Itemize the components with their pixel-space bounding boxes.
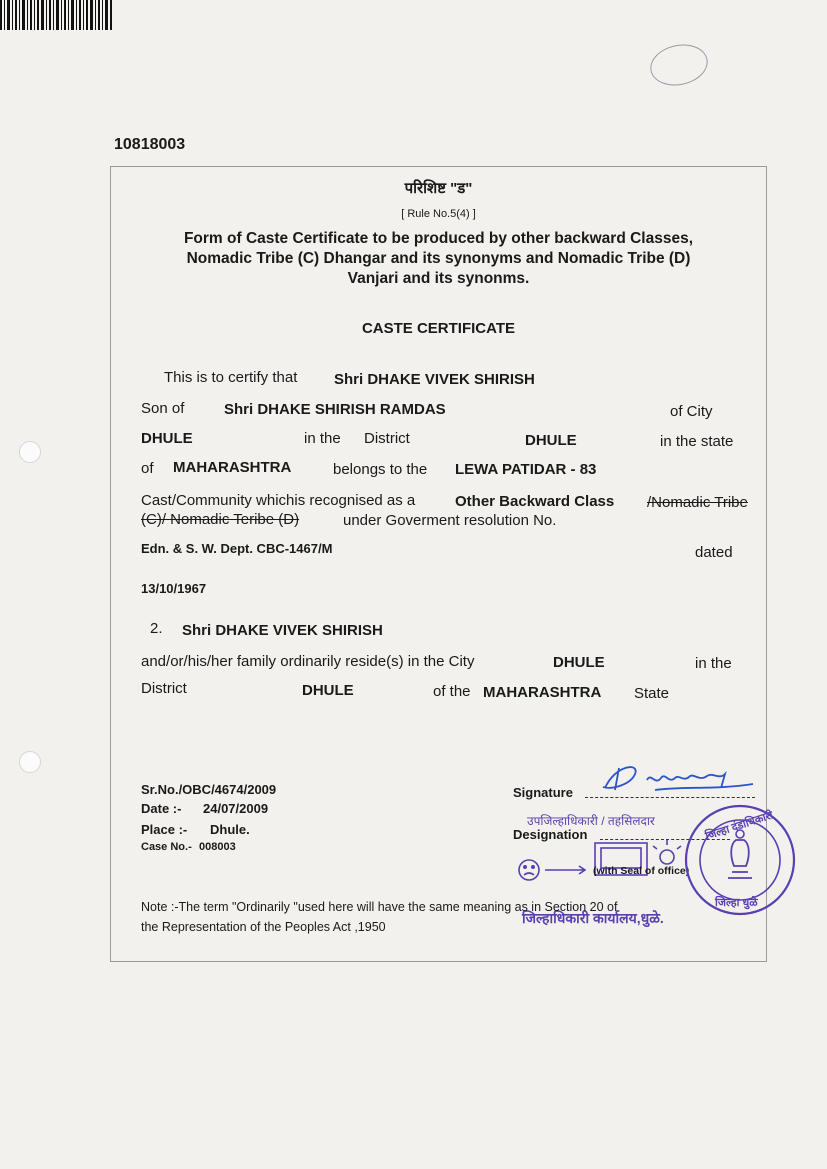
of-city-label: of City	[670, 403, 713, 420]
paragraph-number: 2.	[150, 620, 163, 637]
district-label: District	[364, 430, 410, 447]
state-label: State	[634, 685, 670, 702]
belongs-label: belongs to the	[333, 461, 428, 478]
seal-note: (with Seal of office)	[593, 865, 690, 877]
reside-text: and/or/his/her family ordinarily reside(s) in the City	[141, 653, 475, 670]
note-line: the Representation of the Peoples Act ,1950	[141, 920, 386, 934]
punch-hole-top	[19, 441, 41, 463]
issue-date-label: Date :-	[141, 801, 182, 816]
applicant-name: Shri DHAKE VIVEK SHIRISH	[334, 371, 535, 388]
form-title-line: Form of Caste Certificate to be produced by other backward Classes,	[183, 230, 694, 247]
place-label: Place :-	[141, 822, 188, 837]
struck-nomadic-tribe-cd: (C)/ Nomadic Teribe (D)	[141, 511, 300, 528]
officer-title-stamp: उपजिल्हाधिकारी / तहसिलदार	[527, 814, 655, 828]
document-number: 10818003	[114, 136, 186, 153]
case-label: Case No.-	[141, 841, 192, 853]
of-label: of	[141, 460, 154, 477]
father-name: Shri DHAKE SHIRISH RAMDAS	[224, 401, 446, 418]
appendix-title: परिशिष्ट "ड"	[404, 180, 473, 197]
form-title-line: Nomadic Tribe (C) Dhangar and its synonyms and Nomadic Tribe (D)	[186, 250, 691, 267]
applicant-name-2: Shri DHAKE VIVEK SHIRISH	[182, 622, 383, 639]
rule-reference: [ Rule No.5(4) ]	[401, 208, 476, 220]
resolution-text: under Goverment resolution No.	[343, 512, 557, 529]
residence-city: DHULE	[553, 654, 605, 671]
of-the-label: of the	[433, 683, 471, 700]
place-value: Dhule.	[210, 822, 250, 837]
seal-top-text: जिल्हा दंडाधिकारी	[704, 809, 775, 843]
residence-district: DHULE	[302, 682, 354, 699]
son-of-label: Son of	[141, 400, 185, 417]
signature-label: Signature	[513, 785, 573, 800]
district-value: DHULE	[525, 432, 577, 449]
handwritten-mark	[646, 39, 711, 90]
in-the-label-2: in the	[695, 655, 732, 672]
resolution-date: 13/10/1967	[141, 581, 207, 596]
caste-value: LEWA PATIDAR - 83	[455, 461, 597, 478]
designation-label: Designation	[513, 827, 588, 842]
in-the-state-label: in the state	[660, 433, 734, 450]
struck-nomadic-tribe: /Nomadic Tribe	[647, 494, 748, 511]
certify-prefix: This is to certify that	[164, 369, 298, 386]
punch-hole-bottom	[19, 751, 41, 773]
resolution-number: Edn. & S. W. Dept. CBC-1467/M	[141, 541, 333, 556]
in-the-label: in the	[304, 430, 341, 447]
case-number: 008003	[199, 841, 236, 853]
community-text: Cast/Community whichis recognised as a	[141, 492, 416, 509]
dated-label: dated	[695, 544, 733, 561]
city-value: DHULE	[141, 430, 193, 447]
office-stamp: जिल्हाधिकारी कार्यालय,धुळे.	[522, 910, 664, 926]
state-value: MAHARASHTRA	[173, 459, 292, 476]
seal-bottom-text: जिल्हा धुळे	[715, 897, 758, 909]
serial-number: Sr.No./OBC/4674/2009	[141, 782, 277, 797]
issue-date: 24/07/2009	[203, 801, 269, 816]
district-label-2: District	[141, 680, 187, 697]
office-emblem-icon	[515, 835, 685, 885]
certificate-heading: CASTE CERTIFICATE	[361, 320, 516, 337]
note-line: Note :-The term "Ordinarily "used here will have the same meaning as in Section 20 of	[141, 900, 618, 914]
handwritten-signature	[595, 760, 760, 800]
residence-state: MAHARASHTRA	[483, 684, 602, 701]
barcode-icon	[0, 0, 112, 30]
category-value: Other Backward Class	[455, 493, 615, 510]
form-title-line: Vanjari and its synonms.	[347, 270, 530, 287]
